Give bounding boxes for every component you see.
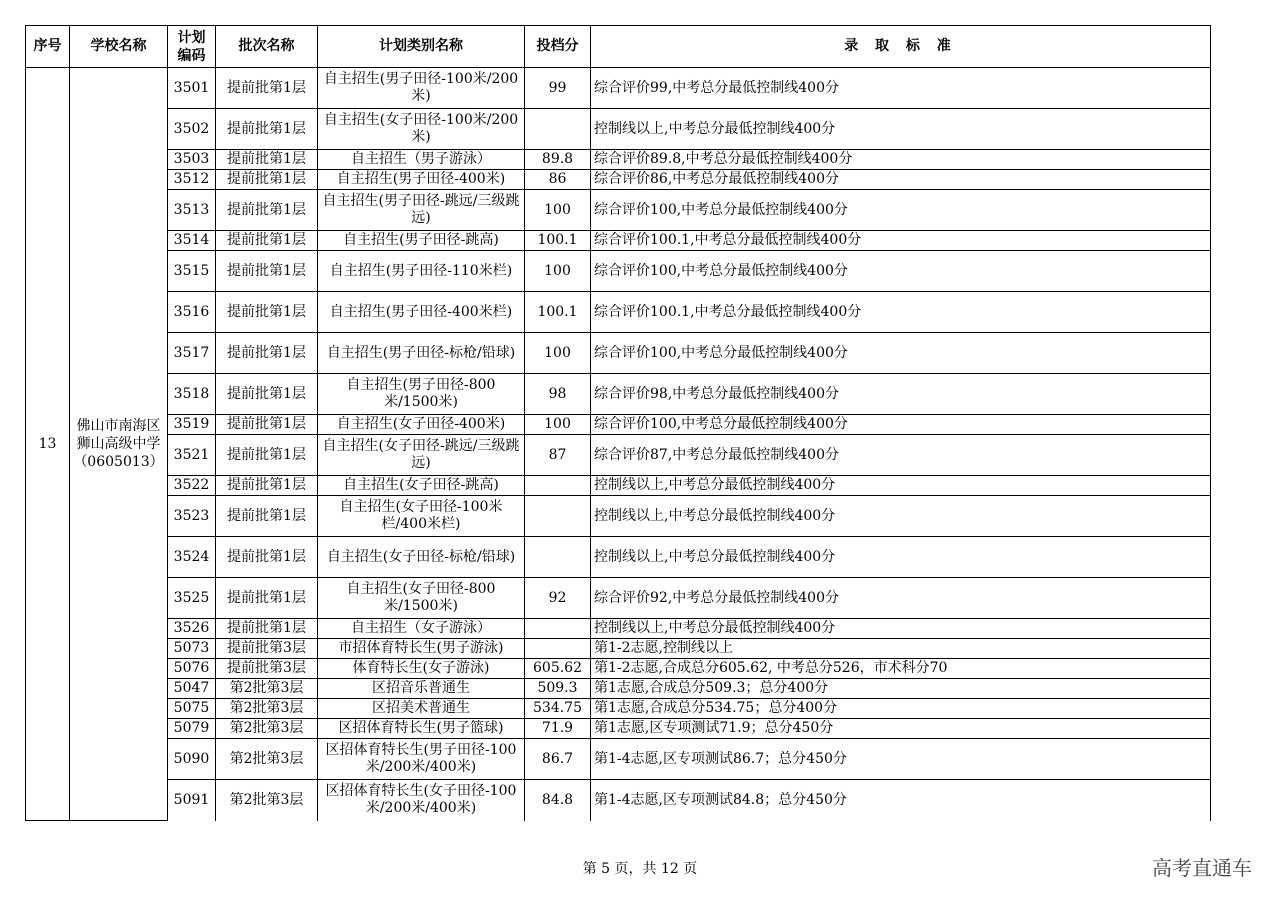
table-row	[26, 496, 1211, 537]
batch-cell: 提前批第1层	[216, 231, 318, 251]
plan-code-cell: 3524	[168, 537, 216, 578]
batch-cell: 提前批第1层	[216, 333, 318, 374]
standard-cell: 控制线以上,中考总分最低控制线400分	[591, 619, 1211, 639]
table-body	[26, 68, 1211, 821]
category-cell: 区招美术普通生	[318, 699, 525, 719]
standard-cell: 综合评价100,中考总分最低控制线400分	[591, 251, 1211, 292]
plan-code-cell: 3515	[168, 251, 216, 292]
standard-cell: 综合评价100,中考总分最低控制线400分	[591, 415, 1211, 435]
plan-code-cell: 5090	[168, 739, 216, 780]
batch-cell: 提前批第1层	[216, 415, 318, 435]
score-cell	[525, 639, 591, 659]
plan-code-cell: 3502	[168, 109, 216, 150]
standard-cell: 控制线以上,中考总分最低控制线400分	[591, 109, 1211, 150]
score-cell	[525, 109, 591, 150]
table-row	[26, 659, 1211, 679]
header-batch: 批次名称	[216, 26, 318, 68]
standard-cell: 综合评价89.8,中考总分最低控制线400分	[591, 150, 1211, 170]
batch-cell: 提前批第1层	[216, 578, 318, 619]
standard-cell: 综合评价92,中考总分最低控制线400分	[591, 578, 1211, 619]
batch-cell: 提前批第1层	[216, 292, 318, 333]
category-cell: 体育特长生(女子游泳)	[318, 659, 525, 679]
standard-cell: 第1志愿,区专项测试71.9；总分450分	[591, 719, 1211, 739]
category-cell: 自主招生(男子田径-400米栏)	[318, 292, 525, 333]
score-cell	[525, 496, 591, 537]
category-cell: 自主招生(女子田径-800米/1500米)	[318, 578, 525, 619]
plan-code-cell: 5073	[168, 639, 216, 659]
plan-code-cell: 3522	[168, 476, 216, 496]
category-cell: 自主招生(男子田径-跳远/三级跳远)	[318, 190, 525, 231]
table-row	[26, 739, 1211, 780]
batch-cell: 提前批第1层	[216, 150, 318, 170]
table-row	[26, 150, 1211, 170]
standard-cell: 综合评价100,中考总分最低控制线400分	[591, 190, 1211, 231]
standard-cell: 第1-2志愿,合成总分605.62, 中考总分526，市术科分70	[591, 659, 1211, 679]
plan-code-cell: 3518	[168, 374, 216, 415]
score-cell: 98	[525, 374, 591, 415]
plan-code-cell: 3501	[168, 68, 216, 109]
batch-cell: 提前批第3层	[216, 639, 318, 659]
plan-code-cell: 5047	[168, 679, 216, 699]
table-row	[26, 435, 1211, 476]
table-row	[26, 619, 1211, 639]
plan-code-cell: 3523	[168, 496, 216, 537]
batch-cell: 提前批第1层	[216, 251, 318, 292]
plan-code-cell: 5091	[168, 780, 216, 821]
plan-code-cell: 3516	[168, 292, 216, 333]
category-cell: 自主招生（女子游泳）	[318, 619, 525, 639]
standard-cell: 综合评价86,中考总分最低控制线400分	[591, 170, 1211, 190]
category-cell: 自主招生(男子田径-100米/200米)	[318, 68, 525, 109]
table-row	[26, 679, 1211, 699]
category-cell: 自主招生（男子游泳）	[318, 150, 525, 170]
score-cell: 100.1	[525, 292, 591, 333]
plan-code-cell: 3519	[168, 415, 216, 435]
score-cell	[525, 476, 591, 496]
category-cell: 自主招生(女子田径-100米栏/400米栏)	[318, 496, 525, 537]
table-row	[26, 292, 1211, 333]
score-cell: 100	[525, 333, 591, 374]
standard-cell: 第1-4志愿,区专项测试86.7；总分450分	[591, 739, 1211, 780]
header-standard: 录 取 标 准	[591, 26, 1211, 68]
school-name: 佛山市南海区狮山高级中学（0605013）	[70, 68, 168, 821]
score-cell: 99	[525, 68, 591, 109]
standard-cell: 控制线以上,中考总分最低控制线400分	[591, 476, 1211, 496]
page-footer: 第 5 页，共 12 页	[582, 861, 698, 877]
table-row	[26, 109, 1211, 150]
table-row	[26, 333, 1211, 374]
category-cell: 区招体育特长生(男子篮球)	[318, 719, 525, 739]
batch-cell: 提前批第1层	[216, 68, 318, 109]
score-cell: 534.75	[525, 699, 591, 719]
header-category: 计划类别名称	[318, 26, 525, 68]
batch-cell: 第2批第3层	[216, 679, 318, 699]
standard-cell: 综合评价99,中考总分最低控制线400分	[591, 68, 1211, 109]
batch-cell: 提前批第1层	[216, 435, 318, 476]
plan-code-cell: 3513	[168, 190, 216, 231]
standard-cell: 综合评价87,中考总分最低控制线400分	[591, 435, 1211, 476]
score-cell: 84.8	[525, 780, 591, 821]
header-code-line2: 编码	[177, 47, 206, 64]
score-cell: 509.3	[525, 679, 591, 699]
category-cell: 自主招生(男子田径-110米栏)	[318, 251, 525, 292]
score-cell: 86	[525, 170, 591, 190]
plan-code-cell: 3512	[168, 170, 216, 190]
score-cell: 87	[525, 435, 591, 476]
score-cell: 100	[525, 251, 591, 292]
plan-code-cell: 3503	[168, 150, 216, 170]
batch-cell: 第2批第3层	[216, 780, 318, 821]
score-cell: 100	[525, 415, 591, 435]
score-cell: 92	[525, 578, 591, 619]
header-score: 投档分	[525, 26, 591, 68]
category-cell: 自主招生(女子田径-400米)	[318, 415, 525, 435]
table-row	[26, 68, 1211, 109]
category-cell: 自主招生(男子田径-800米/1500米)	[318, 374, 525, 415]
category-cell: 区招体育特长生(男子田径-100米/200米/400米)	[318, 739, 525, 780]
category-cell: 自主招生(男子田径-标枪/铅球)	[318, 333, 525, 374]
plan-code-cell: 5079	[168, 719, 216, 739]
score-cell: 89.8	[525, 150, 591, 170]
category-cell: 市招体育特长生(男子游泳)	[318, 639, 525, 659]
category-cell: 区招体育特长生(女子田径-100米/200米/400米)	[318, 780, 525, 821]
plan-code-cell: 5076	[168, 659, 216, 679]
batch-cell: 提前批第1层	[216, 109, 318, 150]
standard-cell: 控制线以上,中考总分最低控制线400分	[591, 496, 1211, 537]
table-row	[26, 374, 1211, 415]
category-cell: 区招音乐普通生	[318, 679, 525, 699]
category-cell: 自主招生(女子田径-跳高)	[318, 476, 525, 496]
header-row	[26, 26, 1211, 68]
standard-cell: 综合评价100,中考总分最低控制线400分	[591, 333, 1211, 374]
score-cell: 605.62	[525, 659, 591, 679]
category-cell: 自主招生(女子田径-跳远/三级跳远)	[318, 435, 525, 476]
table-row	[26, 639, 1211, 659]
table-row	[26, 780, 1211, 821]
table-row	[26, 476, 1211, 496]
plan-code-cell: 3526	[168, 619, 216, 639]
score-cell: 86.7	[525, 739, 591, 780]
batch-cell: 第2批第3层	[216, 699, 318, 719]
standard-cell: 第1志愿,合成总分509.3；总分400分	[591, 679, 1211, 699]
batch-cell: 第2批第3层	[216, 739, 318, 780]
watermark: 高考直通车	[1152, 856, 1252, 880]
plan-code-cell: 3521	[168, 435, 216, 476]
table-row	[26, 415, 1211, 435]
standard-cell: 第1-4志愿,区专项测试84.8；总分450分	[591, 780, 1211, 821]
batch-cell: 提前批第1层	[216, 374, 318, 415]
plan-code-cell: 5075	[168, 699, 216, 719]
category-cell: 自主招生(男子田径-跳高)	[318, 231, 525, 251]
standard-cell: 综合评价100.1,中考总分最低控制线400分	[591, 231, 1211, 251]
standard-cell: 综合评价98,中考总分最低控制线400分	[591, 374, 1211, 415]
batch-cell: 提前批第1层	[216, 537, 318, 578]
table-row	[26, 699, 1211, 719]
batch-cell: 提前批第3层	[216, 659, 318, 679]
standard-cell: 综合评价100.1,中考总分最低控制线400分	[591, 292, 1211, 333]
table-row	[26, 190, 1211, 231]
standard-cell: 控制线以上,中考总分最低控制线400分	[591, 537, 1211, 578]
batch-cell: 提前批第1层	[216, 190, 318, 231]
school-seq: 13	[26, 68, 70, 821]
score-cell: 100.1	[525, 231, 591, 251]
standard-cell: 第1-2志愿,控制线以上	[591, 639, 1211, 659]
score-cell: 100	[525, 190, 591, 231]
score-cell: 71.9	[525, 719, 591, 739]
header-code	[168, 26, 216, 68]
score-cell	[525, 619, 591, 639]
category-cell: 自主招生(女子田径-100米/200米)	[318, 109, 525, 150]
table-row	[26, 231, 1211, 251]
batch-cell: 第2批第3层	[216, 719, 318, 739]
standard-cell: 第1志愿,合成总分534.75；总分400分	[591, 699, 1211, 719]
table-row	[26, 170, 1211, 190]
batch-cell: 提前批第1层	[216, 476, 318, 496]
category-cell: 自主招生(女子田径-标枪/铅球)	[318, 537, 525, 578]
batch-cell: 提前批第1层	[216, 496, 318, 537]
table-row	[26, 719, 1211, 739]
admission-table	[25, 25, 1211, 821]
header-seq: 序号	[26, 26, 70, 68]
table-row	[26, 537, 1211, 578]
table-row	[26, 578, 1211, 619]
plan-code-cell: 3514	[168, 231, 216, 251]
batch-cell: 提前批第1层	[216, 170, 318, 190]
batch-cell: 提前批第1层	[216, 619, 318, 639]
category-cell: 自主招生(男子田径-400米)	[318, 170, 525, 190]
plan-code-cell: 3517	[168, 333, 216, 374]
table-row	[26, 251, 1211, 292]
header-school: 学校名称	[70, 26, 168, 68]
plan-code-cell: 3525	[168, 578, 216, 619]
header-code-line1: 计划	[177, 29, 206, 46]
score-cell	[525, 537, 591, 578]
